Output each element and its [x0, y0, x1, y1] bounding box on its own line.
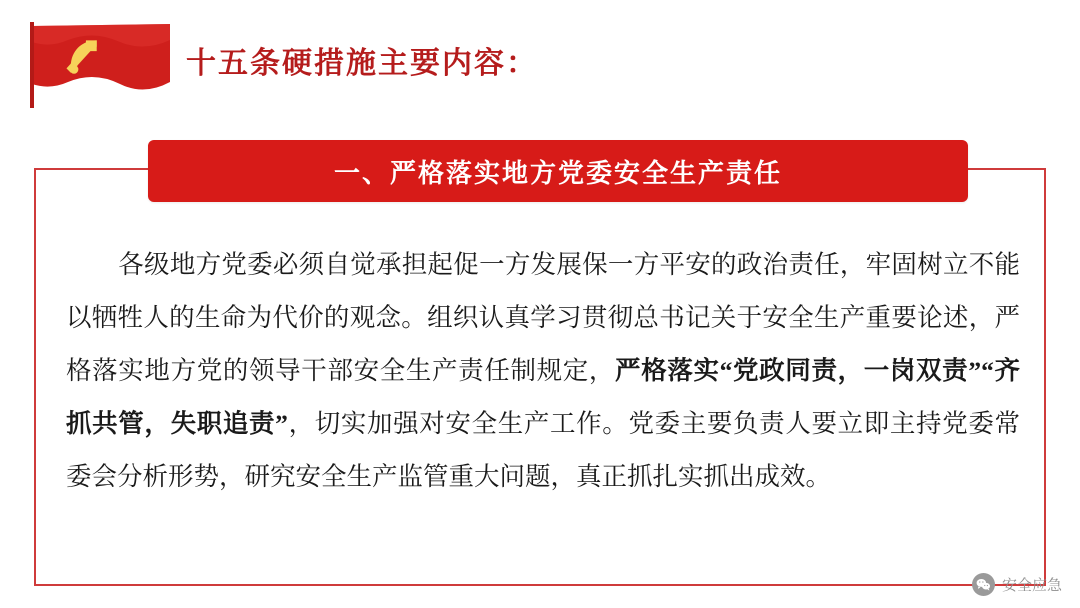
section-banner-title: 一、严格落实地方党委安全生产责任: [333, 158, 782, 188]
section-banner: [148, 140, 968, 202]
body-paragraph: [66, 238, 1020, 503]
paragraph-part-3: ，切实加强对安全生产工作。党委主要负责人要立即主持党委常委会分析形势，研究安全生产监管重大问题，真正抓扎实抓出成效。: [66, 409, 1020, 491]
watermark: [972, 573, 1062, 596]
party-flag-icon: [24, 22, 172, 108]
watermark-label: 安全应急: [1001, 577, 1062, 594]
wechat-icon: [972, 573, 995, 596]
page-header: [0, 0, 1080, 118]
flag-pole: [30, 22, 34, 108]
page-title: 十五条硬措施主要内容：: [186, 47, 538, 80]
paragraph-part-2-bold: 严格落实“党政同责，一岗双责”“齐抓共管，失职追责”: [66, 356, 1020, 438]
paragraph-part-1: 各级地方党委必须自觉承担起促一方发展保一方平安的政治责任，牢固树立不能以牺牲人的生命为代价的观念。组织认真学习贯彻总书记关于安全生产重要论述，严格落实地方党的领导干部安全生产责任制规定，: [66, 250, 1020, 385]
